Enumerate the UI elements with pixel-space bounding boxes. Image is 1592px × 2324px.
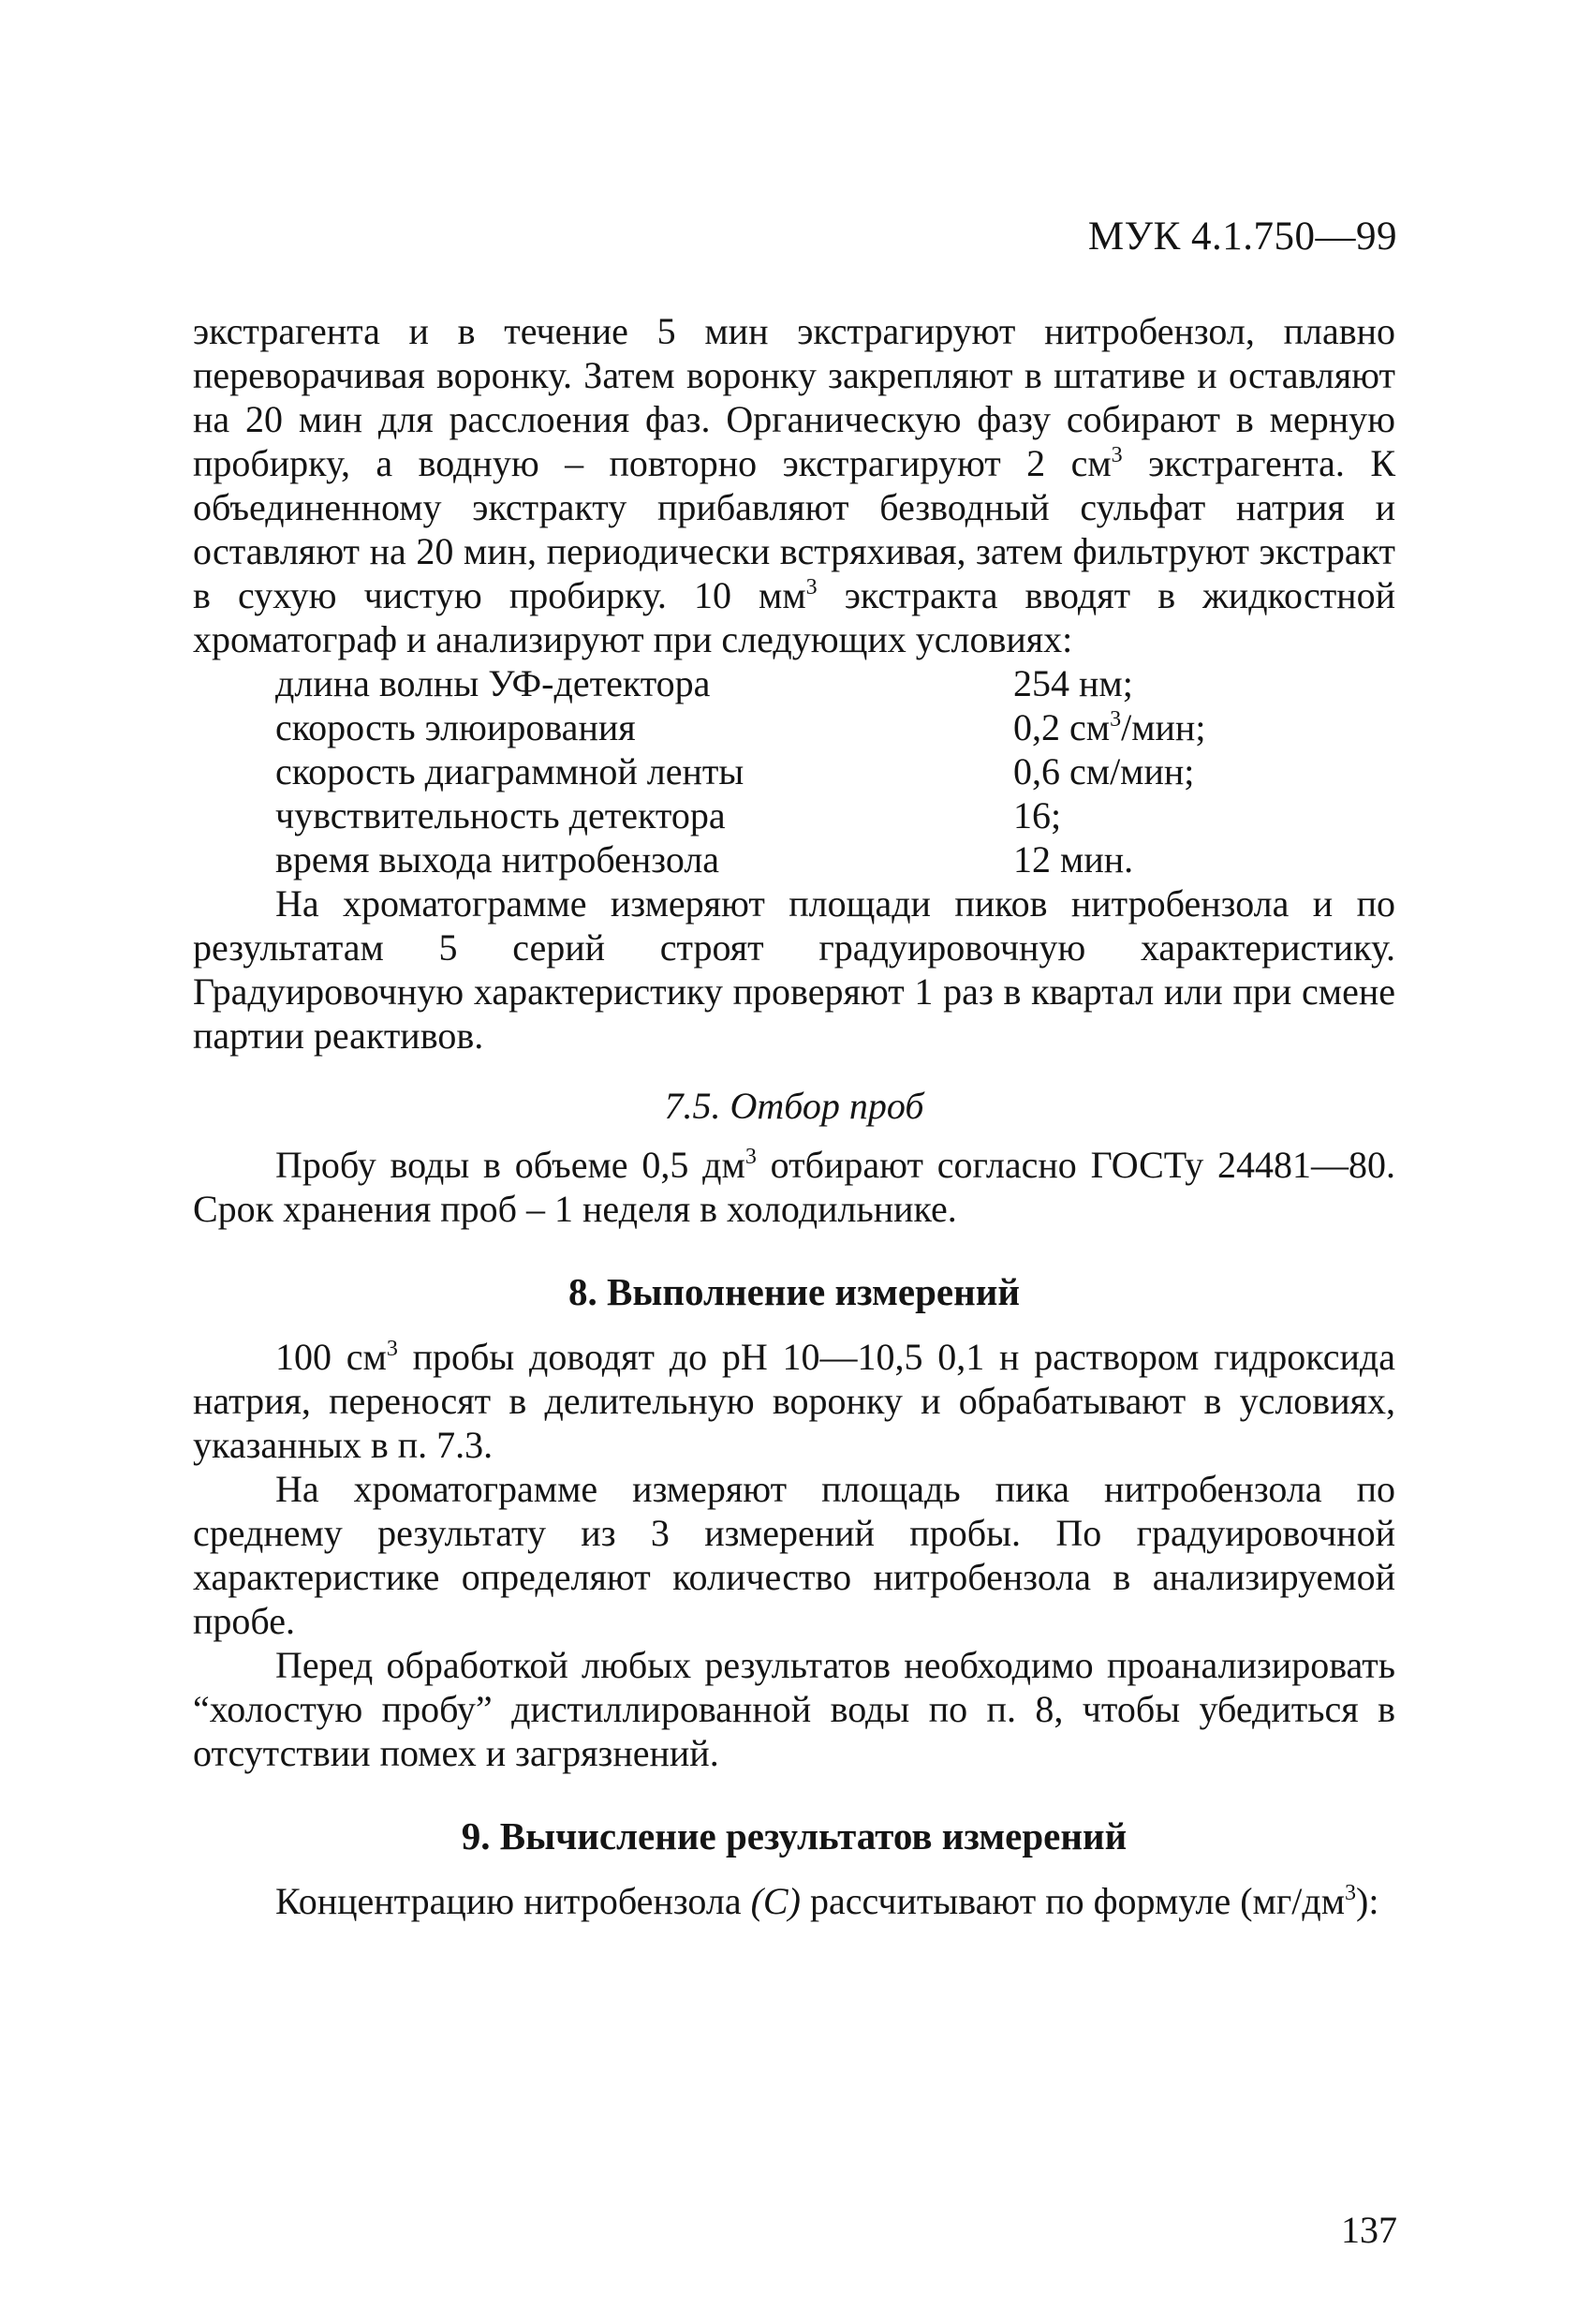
superscript: 3 [744,1145,757,1169]
superscript: 3 [805,575,818,600]
calibration-paragraph: На хроматограмме измеряют площади пиков нитробензола и по результатам 5 серий строят градуировочную характеристику. Градуировочную характеристику проверяют 1 раз в квартал или при смене партии реактивов. [193,882,1395,1057]
condition-label: время выхода нитробензола [275,838,720,881]
condition-label: длина волны УФ-детектора [275,662,711,704]
text-segment: Пробу воды в объеме 0,5 дм [275,1144,745,1186]
calculation-paragraph [193,1879,1395,1923]
condition-value: 12 мин. [1013,838,1134,881]
condition-label: скорость диаграммной ленты [275,750,744,792]
sampling-paragraph [193,1143,1395,1231]
condition-row [275,661,1395,705]
text-segment: экстрагента и в течение 5 мин экстрагируют нитробензол, плавно переворачивая воронку. Затем воронку закрепляют в штативе и оставляют на 20 мин для расслоения фаз. Органическую фазу собирают в мерную пробирку, а водную – повторно экстрагируют 2 см [193,310,1395,484]
condition-row [275,837,1395,881]
text-segment: пробы доводят до pH 10—10,5 0,1 н раствором гидроксида натрия, переносят в делительную воронку и обрабатывают в условиях, указанных в п. 7.3. [193,1336,1395,1466]
text-segment: 100 см [275,1336,387,1378]
value-segment: 0,2 см [1013,706,1111,748]
measurement-paragraph-3: Перед обработкой любых результатов необходимо проанализировать “холостую пробу” дистиллированной воды по п. 8, чтобы убедиться в отсутствии помех и загрязнений. [193,1644,1395,1774]
condition-label: скорость элюирования [275,706,636,748]
document-code-header: МУК 4.1.750—99 [1087,215,1397,259]
chromatography-conditions-list [275,661,1395,881]
condition-value: 0,6 см/мин; [1013,750,1195,792]
measurement-paragraph-2: На хроматограмме измеряют площадь пика нитробензола по среднему результату из 3 измерений пробы. По градуировочной характеристике определяют количество нитробензола в анализируемой пробе. [193,1468,1395,1642]
superscript: 3 [1111,443,1123,467]
condition-row [275,705,1395,749]
value-segment: /мин; [1121,706,1206,748]
superscript: 3 [386,1337,398,1361]
superscript: 3 [1345,1881,1357,1905]
text-segment: экстракта вводят в жидкостной хроматограф и анализируют при следующих условиях: [193,574,1395,660]
condition-label: чувствительность детектора [275,794,726,836]
condition-value: 254 нм; [1013,662,1133,704]
measurement-paragraph-1 [193,1335,1395,1467]
condition-row [275,749,1395,793]
text-segment: ): [1356,1880,1379,1922]
formula-variable: (С) [750,1880,801,1922]
text-segment: Концентрацию нитробензола [275,1880,751,1922]
text-segment: отбирают согласно ГОСТу 24481—80. Срок хранения проб – 1 неделя в холодильнике. [193,1144,1395,1230]
superscript: 3 [1110,707,1122,732]
page-number: 137 [1341,2209,1397,2251]
section-title-measurement: 8. Выполнение измерений [568,1270,1020,1313]
extraction-paragraph [193,309,1395,661]
section-title-calculation: 9. Вычисление результатов измерений [461,1814,1128,1858]
text-segment: экстрагента. К объединенному экстракту прибавляют безводный сульфат натрия и оставляют на 20 мин, периодически встряхивая, затем фильтруют экстракт в сухую чистую пробирку. 10 мм [193,442,1395,616]
page-content [193,309,1395,1923]
condition-value [1013,705,1395,749]
text-segment: рассчитывают по формуле (мг/дм [800,1880,1346,1922]
condition-value: 16; [1013,794,1062,836]
subsection-title-sampling: 7.5. Отбор проб [664,1085,924,1127]
condition-row [275,793,1395,837]
